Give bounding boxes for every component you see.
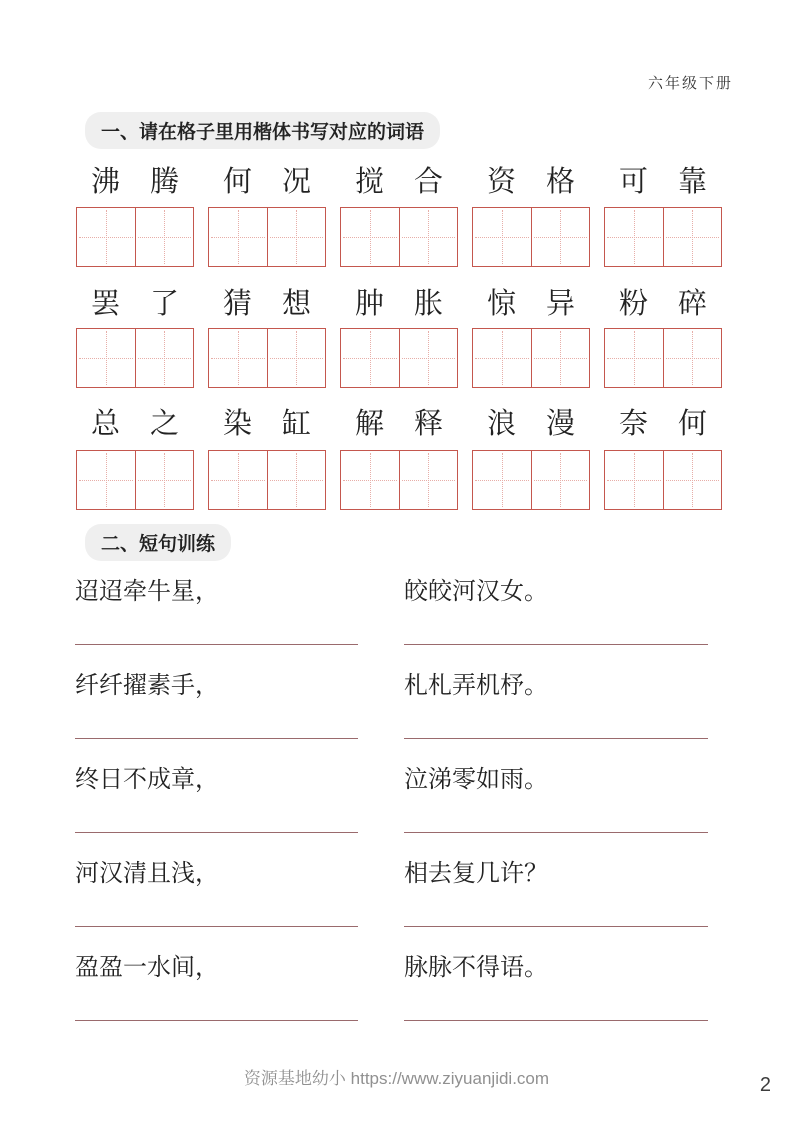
- writing-grid-cell: [135, 329, 194, 387]
- writing-grid-block: [208, 450, 326, 510]
- writing-line: [75, 644, 358, 645]
- writing-grid-row: [76, 328, 722, 388]
- writing-grid-cell: [663, 451, 722, 509]
- writing-grid-cell: [341, 451, 399, 509]
- writing-line: [75, 926, 358, 927]
- word-char: 况: [281, 164, 311, 198]
- writing-grid-block: [604, 450, 722, 510]
- word-char: 猜: [222, 286, 252, 320]
- word-char: 搅: [354, 164, 384, 198]
- writing-grid-cell: [473, 329, 531, 387]
- couplet-row: [75, 575, 708, 669]
- writing-grid-block: [76, 207, 194, 267]
- word: [208, 163, 326, 199]
- writing-grid-cell: [605, 329, 663, 387]
- word-char: 漫: [545, 406, 575, 440]
- word-char: 了: [149, 286, 179, 320]
- sentence-text: 相去复几许？: [404, 859, 548, 887]
- writing-grid-cell: [209, 208, 267, 266]
- writing-grid-cell: [209, 451, 267, 509]
- writing-line: [404, 738, 708, 739]
- couplet-left: [75, 951, 358, 983]
- writing-grid-cell: [531, 451, 590, 509]
- writing-grid-block: [604, 207, 722, 267]
- word-char: 总: [90, 406, 120, 440]
- word-char: 可: [618, 164, 648, 198]
- sentence-text: 盈盈一水间，: [75, 953, 219, 981]
- writing-grid-cell: [77, 329, 135, 387]
- word-char: 何: [222, 164, 252, 198]
- word: [340, 163, 458, 199]
- couplet-left: [75, 669, 358, 701]
- writing-grid-block: [340, 450, 458, 510]
- couplet-right: [404, 951, 708, 983]
- writing-grid-block: [340, 207, 458, 267]
- couplet-row: [75, 857, 708, 951]
- writing-grid-cell: [531, 208, 590, 266]
- writing-grid-cell: [135, 451, 194, 509]
- writing-grid-cell: [135, 208, 194, 266]
- word-char: 解: [354, 406, 384, 440]
- word-char: 罢: [90, 286, 120, 320]
- writing-grid-block: [76, 328, 194, 388]
- word-char: 异: [545, 286, 575, 320]
- couplet-right: [404, 857, 708, 889]
- word-char: 沸: [90, 164, 120, 198]
- word: [604, 285, 722, 321]
- writing-grid-cell: [663, 329, 722, 387]
- couplet-row: [75, 951, 708, 1045]
- writing-grid-cell: [605, 451, 663, 509]
- word: [604, 405, 722, 441]
- writing-line: [404, 832, 708, 833]
- writing-grid-cell: [531, 329, 590, 387]
- word-row: [76, 163, 722, 199]
- word: [472, 405, 590, 441]
- word-char: 缸: [281, 406, 311, 440]
- word-char: 何: [677, 406, 707, 440]
- word: [208, 285, 326, 321]
- footer-site-text: 资源基地幼小 https://www.ziyuanjidi.com: [243, 1069, 550, 1088]
- word: [76, 405, 194, 441]
- sentence-text: 纤纤擢素手，: [75, 671, 219, 699]
- writing-line: [75, 738, 358, 739]
- word-char: 合: [413, 164, 443, 198]
- writing-grid-cell: [399, 329, 458, 387]
- sentence-training-body: [75, 575, 708, 1045]
- word-char: 腾: [149, 164, 179, 198]
- sentence-text: 皎皎河汉女。: [404, 577, 548, 605]
- word-char: 格: [545, 164, 575, 198]
- writing-grid-cell: [77, 208, 135, 266]
- word-char: 碎: [677, 286, 707, 320]
- writing-line: [404, 926, 708, 927]
- writing-grid-cell: [209, 329, 267, 387]
- word-char: 靠: [677, 164, 707, 198]
- couplet-right: [404, 763, 708, 795]
- word-char: 粉: [618, 286, 648, 320]
- writing-grid-row: [76, 207, 722, 267]
- section1-title: 一、请在格子里用楷体书写对应的词语: [85, 112, 440, 149]
- word: [208, 405, 326, 441]
- word-row: [76, 285, 722, 321]
- writing-grid-block: [340, 328, 458, 388]
- writing-grid-block: [472, 450, 590, 510]
- couplet-left: [75, 763, 358, 795]
- word: [340, 285, 458, 321]
- word-char: 奈: [618, 406, 648, 440]
- word: [472, 285, 590, 321]
- writing-grid-cell: [341, 208, 399, 266]
- couplet-left: [75, 857, 358, 889]
- word-char: 浪: [486, 406, 516, 440]
- word-row: [76, 405, 722, 441]
- writing-line: [75, 832, 358, 833]
- writing-grid-cell: [77, 451, 135, 509]
- writing-line: [75, 1020, 358, 1021]
- word-char: 释: [413, 406, 443, 440]
- writing-grid-block: [604, 328, 722, 388]
- word-char: 染: [222, 406, 252, 440]
- sentence-text: 脉脉不得语。: [404, 953, 548, 981]
- word: [604, 163, 722, 199]
- writing-grid-cell: [663, 208, 722, 266]
- writing-line: [404, 1020, 708, 1021]
- writing-grid-cell: [399, 451, 458, 509]
- word: [76, 163, 194, 199]
- sentence-text: 河汉清且浅，: [75, 859, 219, 887]
- writing-grid-cell: [473, 451, 531, 509]
- word-char: 资: [486, 164, 516, 198]
- writing-grid-block: [472, 328, 590, 388]
- writing-line: [404, 644, 708, 645]
- word: [472, 163, 590, 199]
- writing-grid-cell: [267, 329, 326, 387]
- section2-title: 二、短句训练: [85, 524, 231, 561]
- writing-grid-cell: [473, 208, 531, 266]
- sentence-text: 泣涕零如雨。: [404, 765, 548, 793]
- couplet-right: [404, 575, 708, 607]
- writing-grid-block: [76, 450, 194, 510]
- word: [76, 285, 194, 321]
- writing-grid-cell: [267, 208, 326, 266]
- writing-grid-block: [208, 328, 326, 388]
- word-char: 肿: [354, 286, 384, 320]
- word-char: 想: [281, 286, 311, 320]
- writing-grid-cell: [399, 208, 458, 266]
- edition-label: 六年级下册: [647, 74, 733, 92]
- word-char: 之: [149, 406, 179, 440]
- page-number: 2: [759, 1074, 771, 1096]
- sentence-text: 终日不成章，: [75, 765, 219, 793]
- writing-grid-block: [472, 207, 590, 267]
- writing-grid-cell: [267, 451, 326, 509]
- writing-grid-cell: [605, 208, 663, 266]
- couplet-right: [404, 669, 708, 701]
- couplet-left: [75, 575, 358, 607]
- sentence-text: 迢迢牵牛星，: [75, 577, 219, 605]
- writing-grid-block: [208, 207, 326, 267]
- writing-grid-cell: [341, 329, 399, 387]
- couplet-row: [75, 763, 708, 857]
- writing-grid-row: [76, 450, 722, 510]
- word-char: 惊: [486, 286, 516, 320]
- word: [340, 405, 458, 441]
- word-char: 胀: [413, 286, 443, 320]
- couplet-row: [75, 669, 708, 763]
- sentence-text: 札札弄机杼。: [404, 671, 548, 699]
